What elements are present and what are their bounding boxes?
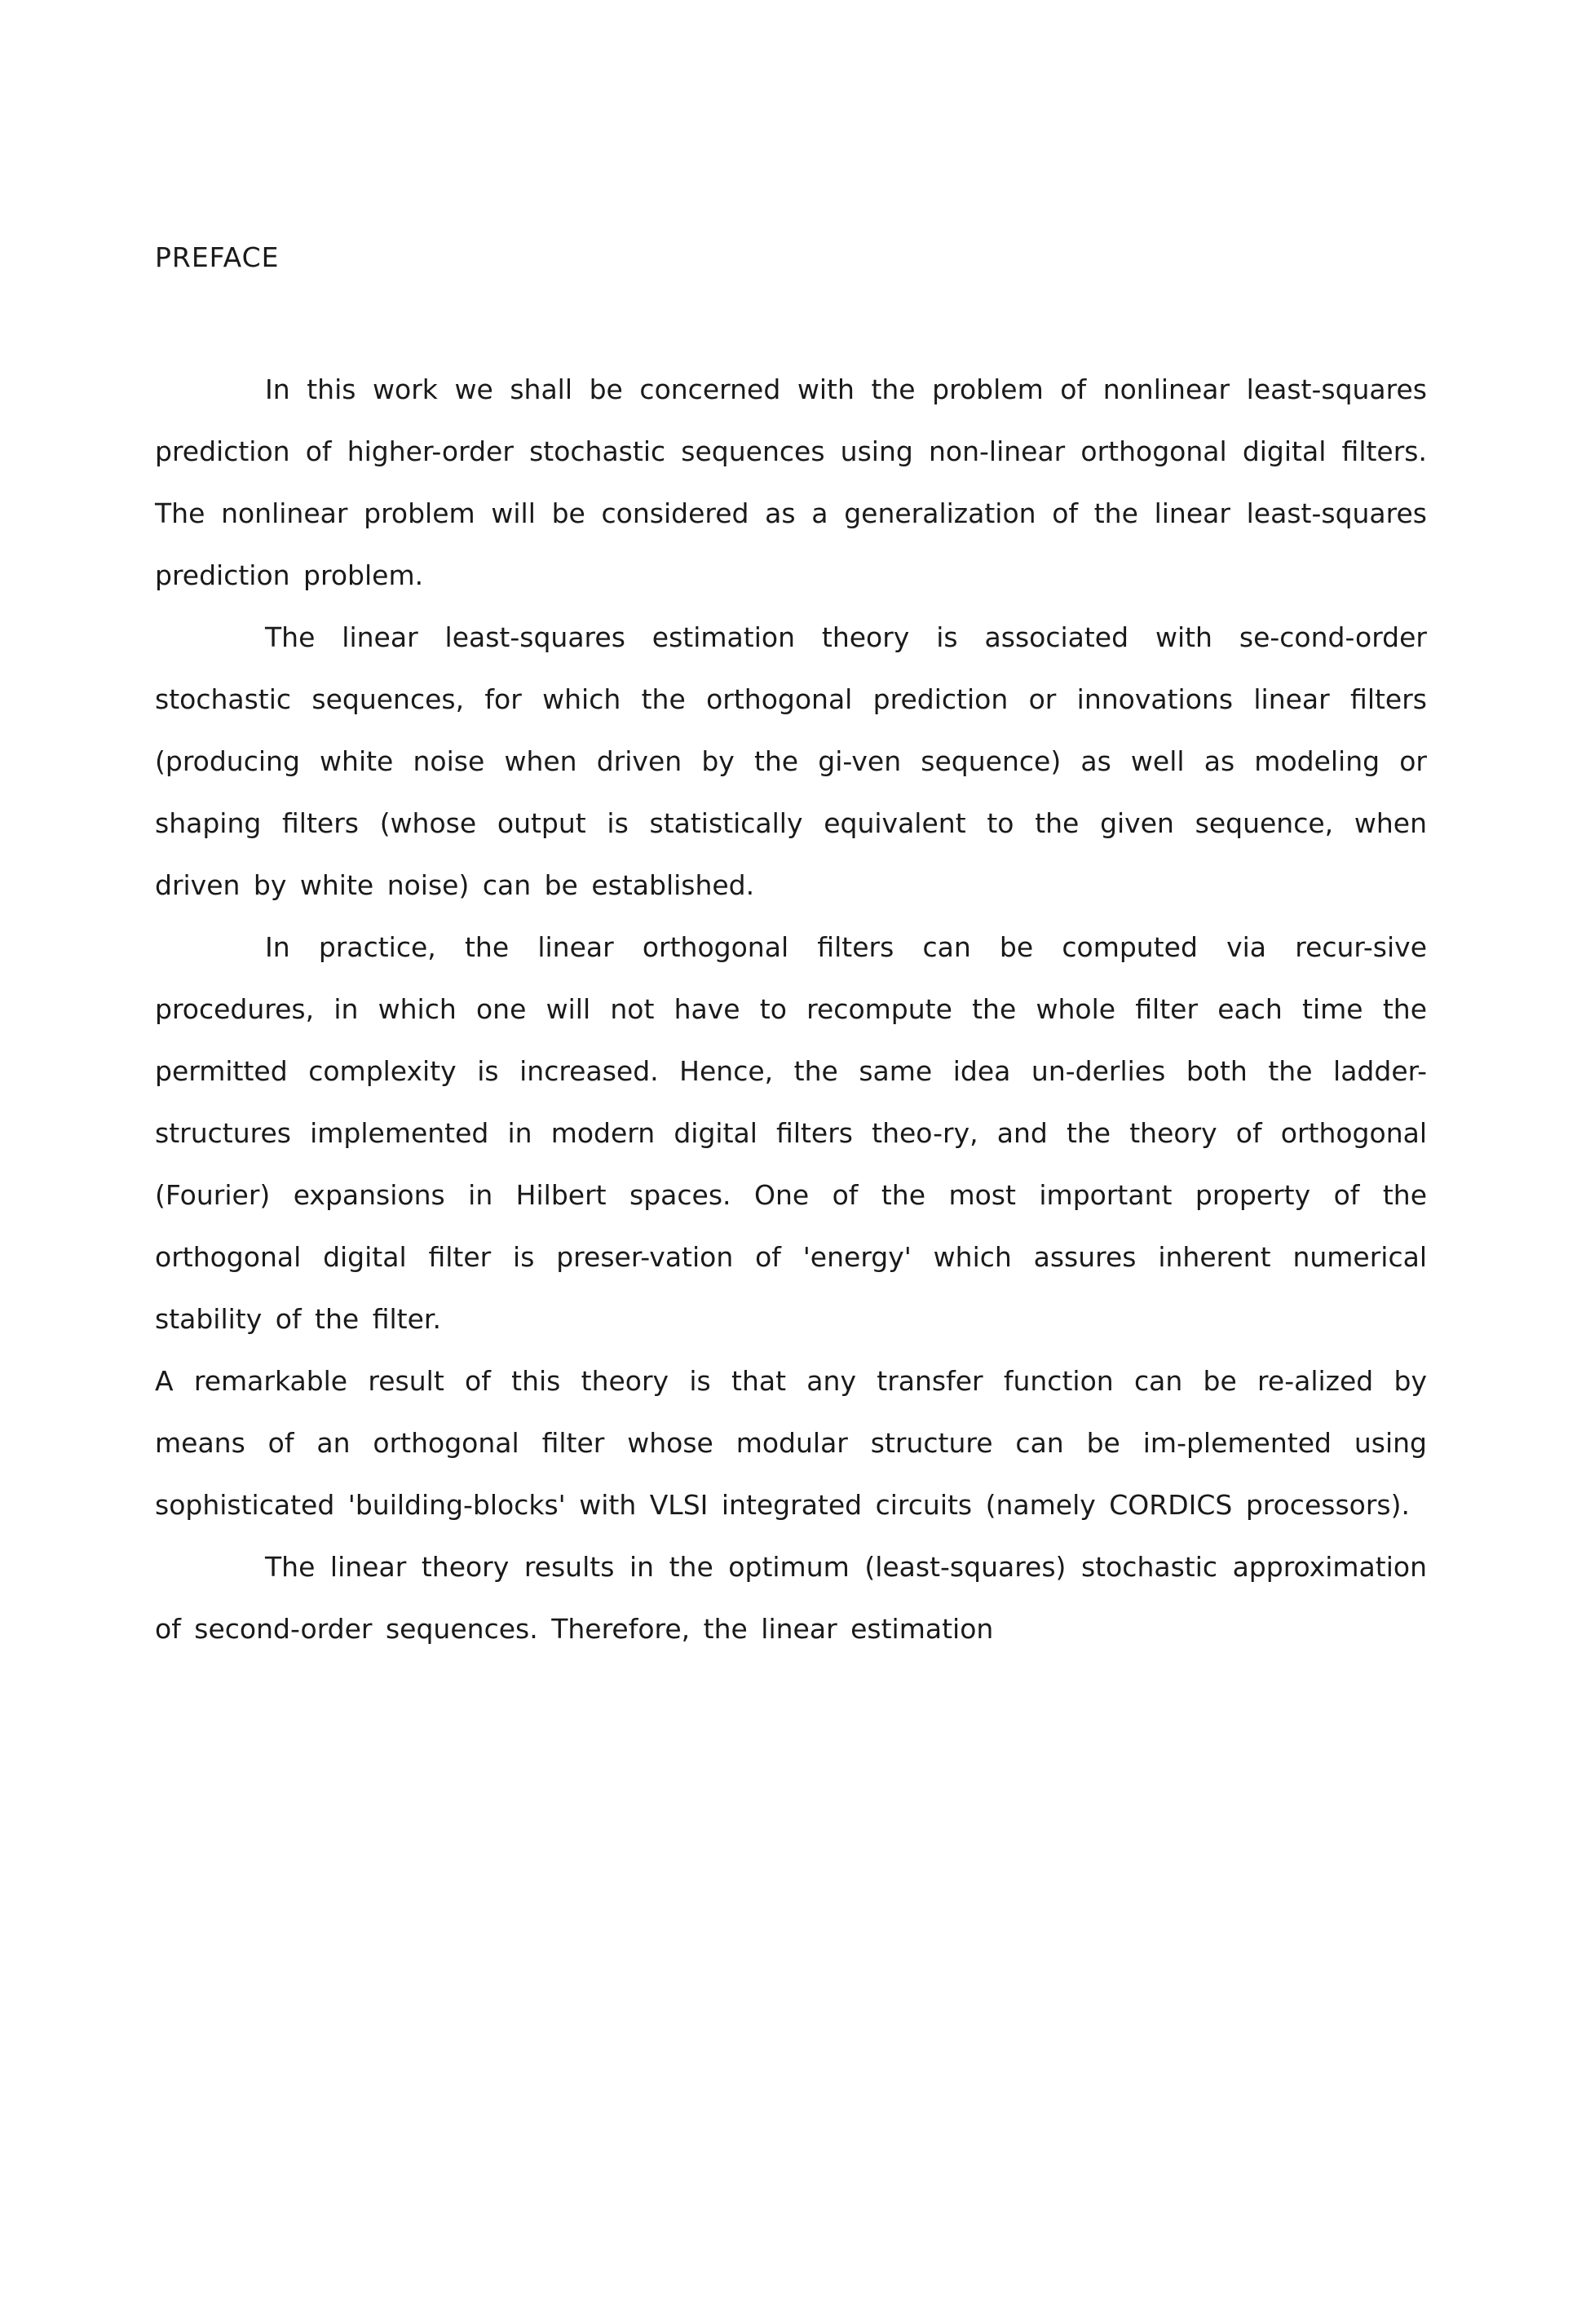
paragraph-4: A remarkable result of this theory is that any transfer function can be re-alized by means of an orthogonal filter whose modular structure can be im-plemented using sophisticated 'building-blocks' with VLSI integrated circuits (namely CORDICS processors).: [155, 1365, 1427, 1521]
paragraph-1: In this work we shall be concerned with the problem of nonlinear least-squares prediction of higher-order stochastic sequences using non-linear orthogonal digital filters. The nonlinear problem will be considered as a generalization of the linear least-squares prediction problem.: [155, 373, 1427, 591]
paragraph-2: The linear least-squares estimation theory is associated with se-cond-order stochastic sequences, for which the orthogonal prediction or innovations linear filters (producing white noise when driven by the gi-ven sequence) as well as modeling or shaping filters (whose output is statistically equivalent to the given sequence, when driven by white noise) can be established.: [155, 621, 1427, 901]
paragraph-3: In practice, the linear orthogonal filters can be computed via recur-sive procedures, in which one will not have to recompute the whole filter each time the permitted complexity is increased. Hence, the same idea un-derlies both the ladder-structures implemented in modern digital filters theo-ry, and the theory of orthogonal (Fourier) expansions in Hilbert spaces. One of the most important property of the orthogonal digital filter is preser-vation of 'energy' which assures inherent numerical stability of the filter.: [155, 931, 1427, 1335]
preface-body: [155, 359, 1427, 1660]
paragraph-5: The linear theory results in the optimum (least-squares) stochastic approximation of second-order sequences. Therefore, the linear estimation: [155, 1551, 1427, 1645]
page-heading: PREFACE: [155, 241, 280, 273]
